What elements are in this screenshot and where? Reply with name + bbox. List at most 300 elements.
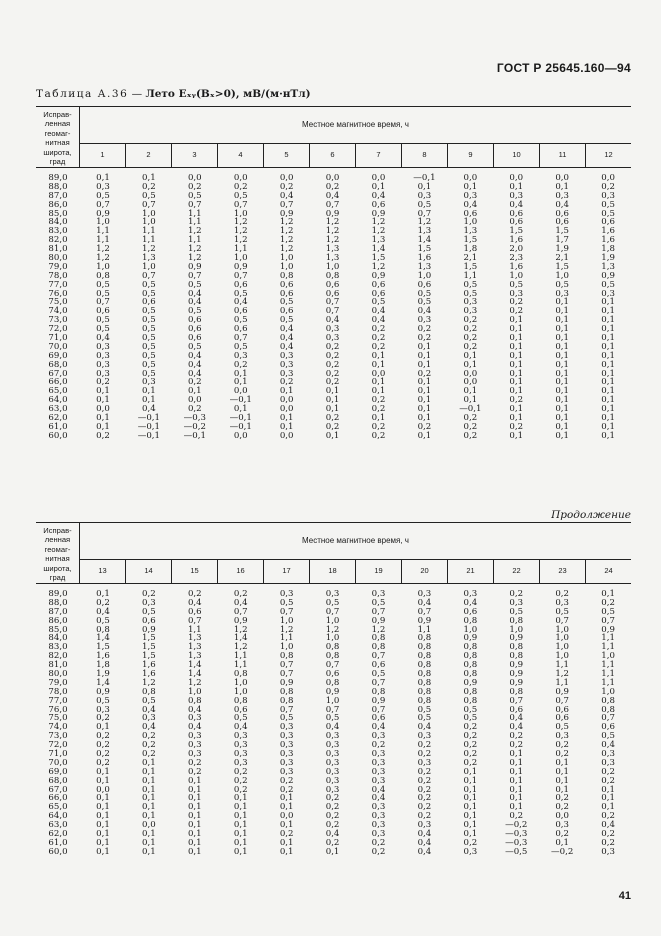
- value-cell: 0,1: [601, 324, 615, 335]
- value-cell: 1,2: [142, 677, 156, 688]
- value-cell: 0,8: [325, 677, 340, 688]
- value-cell: 1,3: [371, 235, 386, 246]
- value-cell: 0,3: [463, 589, 478, 599]
- latitude-header-line: широта,: [43, 147, 72, 157]
- value-cell: 0,5: [601, 731, 615, 742]
- value-cell: 0,2: [371, 404, 386, 415]
- value-cell: 0,2: [325, 802, 340, 813]
- value-cell: 0,1: [96, 846, 110, 857]
- value-cell: 0,3: [417, 315, 432, 326]
- value-cell: 0,4: [509, 199, 524, 210]
- value-cell: 0,1: [555, 306, 570, 317]
- value-cell: 1,1: [601, 669, 615, 680]
- value-cell: 1,9: [601, 253, 615, 264]
- value-cell: 0,6: [96, 306, 110, 317]
- value-cell: 0,2: [463, 413, 478, 424]
- value-cell: 1,0: [142, 217, 156, 228]
- value-cell: 1,1: [96, 235, 110, 246]
- latitude-cell: 65,0: [48, 386, 68, 397]
- value-cell: 0,5: [142, 315, 156, 326]
- value-cell: 0,9: [371, 615, 386, 626]
- value-cell: 0,2: [187, 377, 202, 388]
- latitude-cell: 71,0: [48, 749, 68, 760]
- value-cell: 0,1: [463, 359, 478, 370]
- value-cell: 1,2: [187, 244, 202, 255]
- value-cell: 0,9: [371, 208, 386, 219]
- value-cell: 0,6: [555, 713, 570, 724]
- value-cell: 0,4: [187, 368, 202, 379]
- value-cell: 0,3: [325, 740, 340, 751]
- value-cell: 0,3: [371, 749, 386, 760]
- hour-header-cell: 12: [585, 143, 631, 167]
- value-cell: 0,9: [555, 686, 570, 697]
- value-cell: 0,4: [279, 341, 294, 352]
- value-cell: 0,1: [142, 811, 156, 822]
- value-cell: 0,1: [555, 333, 570, 344]
- value-cell: —0,3: [183, 413, 206, 424]
- value-cell: 0,3: [279, 368, 294, 379]
- value-cell: 0,5: [509, 279, 524, 290]
- value-cell: 0,1: [325, 395, 340, 406]
- value-cell: 0,1: [601, 802, 615, 813]
- value-cell: 0,3: [509, 190, 524, 201]
- value-cell: 0,1: [417, 395, 432, 406]
- value-cell: —0,1: [229, 421, 252, 432]
- value-cell: 0,3: [279, 359, 294, 370]
- value-cell: 0,1: [509, 784, 524, 795]
- value-cell: 1,1: [142, 235, 156, 246]
- latitude-cell: 63,0: [48, 404, 68, 415]
- value-cell: 2,1: [555, 253, 570, 264]
- value-cell: 0,2: [187, 589, 202, 599]
- value-cell: 1,2: [279, 235, 294, 246]
- value-cell: 0,5: [96, 324, 110, 335]
- value-cell: 0,5: [96, 190, 110, 201]
- value-cell: 0,8: [417, 677, 432, 688]
- value-cell: 1,2: [279, 244, 294, 255]
- value-cell: 1,1: [601, 633, 615, 644]
- value-cell: 0,1: [601, 421, 615, 432]
- value-cell: 1,1: [463, 270, 478, 281]
- hour-header-cell: 8: [401, 143, 447, 167]
- value-cell: 0,2: [463, 740, 478, 751]
- latitude-cell: 74,0: [48, 722, 68, 733]
- value-cell: 1,1: [187, 208, 202, 219]
- value-cell: 0,1: [555, 757, 570, 768]
- value-cell: 0,5: [187, 306, 202, 317]
- value-cell: 0,3: [187, 749, 202, 760]
- latitude-cell: 62,0: [48, 413, 68, 424]
- value-cell: 0,5: [279, 597, 294, 608]
- value-cell: 0,9: [233, 615, 248, 626]
- value-cell: 0,8: [463, 615, 478, 626]
- value-cell: 0,1: [142, 846, 156, 857]
- value-cell: 0,2: [417, 333, 432, 344]
- table-number: Таблица А.36: [36, 88, 129, 100]
- latitude-header-line: широта,: [43, 563, 72, 573]
- value-cell: 0,5: [187, 279, 202, 290]
- value-cell: 0,1: [509, 413, 524, 424]
- value-cell: 0,4: [601, 740, 615, 751]
- value-cell: 0,2: [555, 802, 570, 813]
- value-cell: 1,2: [233, 235, 248, 246]
- value-cell: —0,1: [413, 173, 436, 183]
- value-cell: 0,3: [187, 731, 202, 742]
- value-cell: 0,3: [233, 749, 248, 760]
- latitude-cell: 61,0: [48, 421, 68, 432]
- value-cell: 0,0: [142, 820, 156, 831]
- value-cell: 0,2: [233, 766, 248, 777]
- latitude-cell: 88,0: [48, 181, 68, 192]
- value-cell: 0,1: [96, 395, 110, 406]
- value-cell: 0,1: [509, 315, 524, 326]
- value-cell: 0,3: [96, 181, 110, 192]
- value-cell: 0,1: [187, 837, 202, 848]
- value-cell: 0,3: [325, 749, 340, 760]
- value-cell: 0,2: [233, 181, 248, 192]
- value-cell: 0,1: [187, 829, 202, 840]
- value-cell: 0,8: [96, 270, 110, 281]
- value-cell: 1,4: [371, 244, 386, 255]
- value-cell: 0,0: [96, 404, 110, 415]
- value-cell: 0,3: [601, 288, 615, 299]
- value-cell: 0,1: [555, 297, 570, 308]
- value-cell: 0,4: [279, 324, 294, 335]
- value-cell: 0,1: [417, 430, 432, 441]
- latitude-cell: 86,0: [48, 615, 68, 626]
- value-cell: 0,3: [463, 190, 478, 201]
- value-cell: 0,2: [463, 757, 478, 768]
- value-cell: 0,1: [463, 820, 478, 831]
- value-cell: 1,5: [142, 642, 156, 653]
- value-cell: 0,1: [601, 413, 615, 424]
- value-cell: 0,8: [463, 642, 478, 653]
- value-cell: 0,5: [142, 350, 156, 361]
- value-cell: 0,2: [325, 413, 340, 424]
- value-cell: 0,2: [142, 740, 156, 751]
- value-cell: 1,3: [142, 253, 156, 264]
- value-cell: 0,3: [279, 722, 294, 733]
- value-cell: 0,3: [371, 802, 386, 813]
- hour-header-cell: 13: [98, 566, 107, 575]
- value-cell: 0,1: [96, 829, 110, 840]
- value-cell: 0,6: [463, 606, 478, 617]
- value-cell: 2,1: [463, 253, 478, 264]
- value-cell: 0,1: [142, 837, 156, 848]
- value-cell: 0,8: [279, 686, 294, 697]
- value-cell: 1,5: [417, 244, 432, 255]
- value-cell: 0,1: [509, 341, 524, 352]
- value-cell: 0,2: [555, 829, 570, 840]
- latitude-cell: 71,0: [48, 333, 68, 344]
- value-cell: 0,7: [187, 199, 202, 210]
- latitude-cell: 60,0: [48, 846, 68, 857]
- latitude-cell: 81,0: [48, 660, 68, 671]
- value-cell: 1,0: [601, 686, 615, 697]
- value-cell: 0,9: [509, 660, 524, 671]
- value-cell: 0,9: [142, 624, 156, 635]
- value-cell: 0,0: [601, 173, 615, 183]
- value-cell: —0,3: [505, 837, 528, 848]
- value-cell: 0,2: [601, 597, 615, 608]
- value-cell: 0,1: [325, 846, 340, 857]
- value-cell: 1,5: [463, 261, 478, 272]
- value-cell: 0,1: [187, 775, 202, 786]
- value-cell: 0,2: [417, 775, 432, 786]
- value-cell: 0,3: [96, 368, 110, 379]
- value-cell: 0,4: [142, 404, 156, 415]
- value-cell: 0,4: [417, 597, 432, 608]
- value-cell: —0,3: [505, 829, 528, 840]
- value-cell: —0,1: [137, 413, 161, 424]
- value-cell: 0,5: [96, 288, 110, 299]
- value-cell: 0,7: [279, 669, 294, 680]
- value-cell: 1,3: [187, 651, 202, 662]
- value-cell: 0,5: [555, 606, 570, 617]
- table-body: [36, 584, 631, 857]
- value-cell: 0,7: [555, 695, 570, 706]
- value-cell: 1,6: [96, 651, 110, 662]
- value-cell: 1,6: [417, 253, 432, 264]
- value-cell: 0,2: [601, 181, 615, 192]
- value-cell: 0,6: [509, 217, 524, 228]
- value-cell: 0,2: [279, 784, 294, 795]
- value-cell: 0,1: [96, 386, 110, 397]
- value-cell: 0,3: [417, 190, 432, 201]
- value-cell: 0,5: [555, 279, 570, 290]
- value-cell: 0,2: [187, 404, 202, 415]
- value-cell: 0,1: [601, 297, 615, 308]
- latitude-cell: 65,0: [48, 802, 68, 813]
- value-cell: 0,2: [325, 181, 340, 192]
- hour-header-cell: 14: [125, 559, 171, 583]
- value-cell: 0,2: [187, 757, 202, 768]
- value-cell: 0,1: [509, 350, 524, 361]
- value-cell: 0,1: [417, 413, 432, 424]
- value-cell: 0,8: [509, 651, 524, 662]
- value-cell: 0,5: [509, 606, 524, 617]
- value-cell: 0,1: [463, 775, 478, 786]
- value-cell: 0,1: [417, 350, 432, 361]
- time-header: Местное магнитное время, ч: [80, 107, 631, 144]
- value-cell: 0,9: [233, 261, 248, 272]
- latitude-cell: 73,0: [48, 731, 68, 742]
- value-cell: 0,1: [509, 766, 524, 777]
- value-cell: 0,7: [142, 270, 156, 281]
- latitude-cell: 64,0: [48, 395, 68, 406]
- value-cell: 2,0: [509, 244, 524, 255]
- page-number: 41: [618, 890, 631, 902]
- value-cell: 1,5: [371, 253, 386, 264]
- value-cell: 0,9: [601, 624, 615, 635]
- hour-header-cell: 11: [539, 143, 585, 167]
- value-cell: 0,0: [463, 368, 478, 379]
- value-cell: 0,1: [96, 793, 110, 804]
- hours-header: [80, 559, 631, 583]
- value-cell: 0,1: [371, 350, 386, 361]
- value-cell: 0,8: [463, 651, 478, 662]
- value-cell: 0,5: [142, 306, 156, 317]
- value-cell: 0,3: [555, 190, 570, 201]
- value-cell: 1,0: [96, 261, 110, 272]
- value-cell: 0,2: [509, 589, 524, 599]
- value-cell: 0,3: [279, 766, 294, 777]
- value-cell: 0,7: [142, 199, 156, 210]
- value-cell: 1,0: [555, 642, 570, 653]
- value-cell: 0,1: [555, 386, 570, 397]
- value-cell: 0,2: [371, 395, 386, 406]
- table-body: [36, 168, 631, 441]
- value-cell: 1,0: [555, 624, 570, 635]
- value-cell: 0,7: [325, 660, 340, 671]
- value-cell: 0,1: [555, 404, 570, 415]
- value-cell: 0,1: [555, 350, 570, 361]
- value-cell: 0,2: [601, 775, 615, 786]
- value-cell: 0,5: [233, 341, 248, 352]
- value-cell: 0,1: [555, 377, 570, 388]
- value-cell: 0,2: [371, 430, 386, 441]
- value-cell: 1,2: [96, 253, 110, 264]
- value-cell: 0,6: [233, 279, 248, 290]
- value-cell: 0,3: [509, 597, 524, 608]
- value-cell: 0,6: [601, 217, 615, 228]
- value-cell: 0,6: [371, 279, 386, 290]
- value-cell: 0,2: [325, 377, 340, 388]
- value-cell: 0,2: [233, 359, 248, 370]
- value-cell: 1,0: [555, 270, 570, 281]
- value-cell: 0,1: [233, 820, 248, 831]
- value-cell: 0,2: [325, 820, 340, 831]
- value-cell: 0,3: [325, 333, 340, 344]
- hour-header-cell: 5: [263, 143, 309, 167]
- value-cell: 0,3: [371, 829, 386, 840]
- value-cell: 0,1: [601, 359, 615, 370]
- value-cell: 0,6: [187, 315, 202, 326]
- value-cell: 0,2: [463, 430, 478, 441]
- value-cell: 0,1: [601, 395, 615, 406]
- value-cell: 0,1: [371, 359, 386, 370]
- value-cell: 0,1: [509, 368, 524, 379]
- value-cell: 0,6: [325, 669, 340, 680]
- value-cell: 0,1: [509, 430, 524, 441]
- value-cell: 0,1: [142, 766, 156, 777]
- latitude-cell: 69,0: [48, 766, 68, 777]
- value-cell: 0,2: [463, 731, 478, 742]
- value-cell: 0,1: [142, 395, 156, 406]
- value-cell: 1,4: [417, 235, 432, 246]
- value-cell: 1,0: [279, 642, 294, 653]
- value-cell: 0,3: [601, 846, 615, 857]
- value-cell: 0,9: [96, 686, 110, 697]
- value-cell: 0,1: [509, 802, 524, 813]
- value-cell: 1,0: [233, 253, 248, 264]
- value-cell: 0,2: [96, 377, 110, 388]
- value-cell: —0,2: [505, 820, 528, 831]
- value-cell: 0,2: [371, 740, 386, 751]
- value-cell: 0,5: [96, 315, 110, 326]
- value-cell: 0,1: [555, 430, 570, 441]
- value-cell: 0,2: [371, 341, 386, 352]
- value-cell: 0,1: [509, 404, 524, 415]
- value-cell: 0,5: [187, 190, 202, 201]
- value-cell: 0,2: [371, 333, 386, 344]
- value-cell: 0,3: [417, 731, 432, 742]
- value-cell: 0,9: [325, 208, 340, 219]
- value-cell: 0,2: [417, 368, 432, 379]
- value-cell: 1,1: [142, 226, 156, 237]
- value-cell: 0,2: [417, 421, 432, 432]
- value-cell: 0,1: [463, 386, 478, 397]
- value-cell: 0,3: [279, 350, 294, 361]
- value-cell: 0,2: [279, 181, 294, 192]
- value-cell: 0,7: [279, 199, 294, 210]
- value-cell: 0,1: [601, 589, 615, 599]
- value-cell: 0,7: [325, 606, 340, 617]
- value-cell: 0,3: [142, 713, 156, 724]
- value-cell: 0,2: [601, 811, 615, 822]
- value-cell: 0,2: [96, 749, 110, 760]
- value-cell: 0,6: [325, 288, 340, 299]
- value-cell: 0,8: [233, 695, 248, 706]
- value-cell: 0,1: [187, 802, 202, 813]
- value-cell: 1,8: [463, 244, 478, 255]
- value-cell: 1,2: [417, 217, 432, 228]
- value-cell: 0,4: [417, 846, 432, 857]
- value-cell: 0,4: [187, 722, 202, 733]
- value-cell: 0,1: [601, 341, 615, 352]
- value-cell: 0,1: [555, 421, 570, 432]
- value-cell: 1,2: [187, 677, 202, 688]
- value-cell: 0,7: [371, 677, 386, 688]
- value-cell: 0,2: [601, 829, 615, 840]
- value-cell: 0,6: [555, 208, 570, 219]
- value-cell: 0,7: [417, 606, 432, 617]
- value-cell: 0,1: [601, 386, 615, 397]
- value-cell: 1,2: [555, 669, 570, 680]
- latitude-header-line: град: [49, 573, 66, 583]
- value-cell: 0,5: [463, 279, 478, 290]
- latitude-cell: 79,0: [48, 261, 68, 272]
- value-cell: 0,9: [325, 686, 340, 697]
- value-cell: 0,5: [187, 341, 202, 352]
- value-cell: 1,0: [233, 208, 248, 219]
- value-cell: 0,1: [601, 793, 615, 804]
- value-cell: 1,1: [555, 677, 570, 688]
- value-cell: 0,9: [279, 208, 294, 219]
- latitude-header-line: Исправ-: [43, 110, 72, 119]
- value-cell: 0,3: [555, 288, 570, 299]
- hour-header-cell: 24: [585, 559, 631, 583]
- value-cell: 0,7: [187, 270, 202, 281]
- value-cell: 0,2: [233, 784, 248, 795]
- value-cell: 0,7: [509, 695, 524, 706]
- value-cell: 0,8: [601, 704, 615, 715]
- value-cell: 1,2: [142, 244, 156, 255]
- value-cell: 1,6: [509, 261, 524, 272]
- value-cell: 0,0: [233, 430, 248, 441]
- table-header: [36, 523, 631, 584]
- value-cell: 0,1: [187, 386, 202, 397]
- value-cell: 1,6: [601, 226, 615, 237]
- value-cell: 0,3: [187, 713, 202, 724]
- value-cell: 0,1: [371, 181, 386, 192]
- hour-header-cell: 16: [217, 559, 263, 583]
- value-cell: 1,0: [233, 686, 248, 697]
- value-cell: 0,8: [279, 270, 294, 281]
- latitude-cell: 76,0: [48, 288, 68, 299]
- value-cell: 0,1: [187, 793, 202, 804]
- value-cell: 0,2: [417, 324, 432, 335]
